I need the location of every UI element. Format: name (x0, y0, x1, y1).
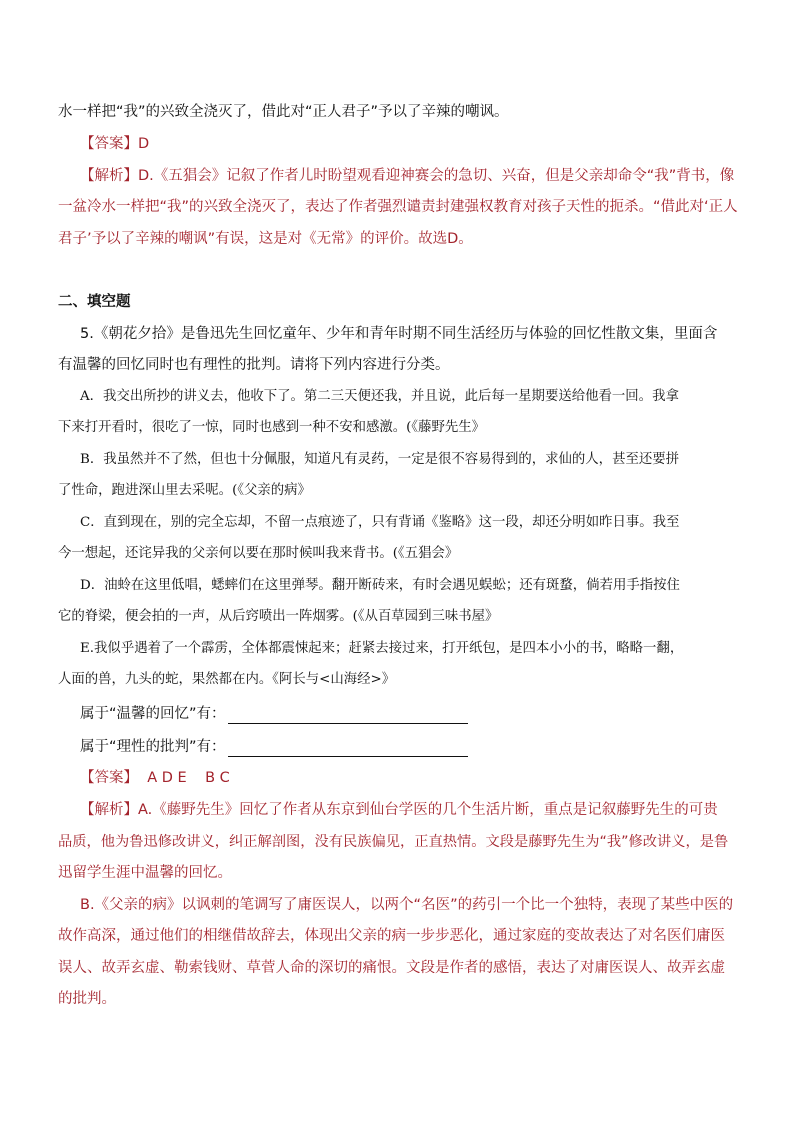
analysis-line-4-3: 君子’予以了辛辣的嘲讽”有误，这是对《无常》的评价。故选D。 (58, 231, 473, 247)
option-b-line-2: 了性命，跑进深山里去采呢。(《父亲的病》 (58, 483, 311, 498)
analysis-label: 【解析】 (80, 168, 138, 184)
analysis-line-4-2: 一盆冷水一样把“我”的兴致全浇灭了，表达了作者强烈谴责封建强权教育对孩子天性的扼杀。“借此对‘正人 (58, 199, 738, 215)
question-5-stem-2: 有温馨的回忆同时也有理性的批判。请将下列内容进行分类。 (58, 357, 450, 373)
fill-blank-rational-critique (80, 737, 468, 757)
analysis-5-a-line-2: 品质，他为鲁迅修改讲义，纠正解剖图，没有民族偏见，正直热情。文段是藤野先生为“我”修改讲义，是鲁 (58, 834, 729, 850)
answer-label: 【答案】 (80, 136, 138, 152)
option-a-line-1: A．我交出所抄的讲义去，他收下了。第二三天便还我，并且说，此后每一星期要送给他看一回。我拿 (80, 389, 679, 404)
analysis-label-5: 【解析】 (80, 802, 138, 818)
option-c-line-1: C．直到现在，别的完全忘却，不留一点痕迹了，只有背诵《鉴略》这一段，却还分明如昨日事。我至 (80, 515, 680, 530)
section-title: 二、填空题 (58, 294, 131, 310)
answer-line-4 (80, 134, 149, 154)
answer-label-5: 【答案】 (80, 770, 138, 786)
previous-analysis-tail: 水一样把“我”的兴致全浇灭了，借此对“正人君子”予以了辛辣的嘲讽。 (58, 104, 509, 120)
option-b-line-1: B．我虽然并不了然，但也十分佩服，知道凡有灵药，一定是很不容易得到的，求仙的人，甚至还要拼 (80, 452, 680, 467)
answer-blank-2[interactable] (228, 741, 468, 757)
option-e-line-2: 人面的兽，九头的蛇，果然都在内。《阿长与<山海经>》 (58, 672, 396, 687)
option-e-line-1: E.我似乎遇着了一个霹雳，全体都震悚起来；赶紧去接过来，打开纸包，是四本小小的书，略略一翻， (80, 641, 684, 656)
fill-label-warm: 属于“温馨的回忆”有： (80, 706, 226, 722)
question-5-stem-1: 5.《朝花夕拾》是鲁迅先生回忆童年、少年和青年时期不同生活经历与体验的回忆性散文集，里面含 (80, 326, 718, 342)
analysis-5-a-line-3: 迅留学生涯中温馨的回忆。 (58, 865, 232, 881)
fill-label-rational: 属于“理性的批判”有： (80, 739, 226, 755)
analysis-5-b-line-1: B.《父亲的病》以讽刺的笔调写了庸医误人，以两个“名医”的药引一个比一个独特，表现了某些中医的 (80, 897, 734, 913)
analysis-text: D.《五猖会》记叙了作者儿时盼望观看迎神赛会的急切、兴奋，但是父亲却命令“我”背书，像 (138, 168, 735, 184)
analysis-5-a-line-1 (80, 800, 718, 820)
answer-value-5: A D E B C (138, 770, 230, 786)
option-d-line-2: 它的脊梁，便会拍的一声，从后窍喷出一阵烟雾。(《从百草园到三味书屋》 (58, 609, 499, 624)
option-a-line-2: 下来打开看时，很吃了一惊，同时也感到一种不安和感激。(《藤野先生》 (58, 420, 486, 435)
option-d-line-1: D．油蛉在这里低唱，蟋蟀们在这里弹琴。翻开断砖来，有时会遇见蜈蚣；还有斑蝥，倘若用手指按住 (80, 578, 680, 593)
fill-blank-warm-memory (80, 704, 468, 724)
answer-blank-1[interactable] (228, 708, 468, 724)
analysis-5-b-line-2: 故作高深，通过他们的相继借故辞去，体现出父亲的病一步步恶化，通过家庭的变故表达了对名医们庸医 (58, 928, 725, 944)
answer-line-5 (80, 768, 230, 788)
option-c-line-2: 今一想起，还诧异我的父亲何以要在那时候叫我来背书。(《五猖会》 (58, 546, 459, 561)
analysis-5-a-text: A.《藤野先生》回忆了作者从东京到仙台学医的几个生活片断，重点是记叙藤野先生的可贵 (138, 802, 718, 818)
analysis-5-b-line-3: 误人、故弄玄虚、勒索钱财、草菅人命的深切的痛恨。文段是作者的感悟，表达了对庸医误人、故弄玄虚 (58, 960, 725, 976)
analysis-line-4-1 (80, 166, 734, 186)
answer-value: D (138, 136, 150, 152)
analysis-5-b-line-4: 的批判。 (58, 991, 116, 1007)
